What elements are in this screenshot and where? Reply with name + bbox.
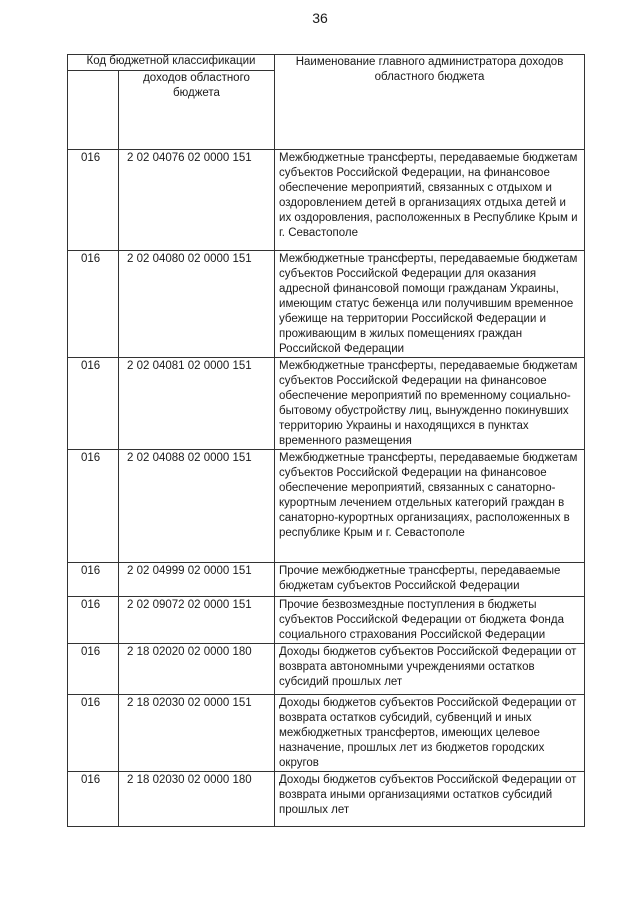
header-administrator-code [68, 71, 119, 150]
administrator-name-cell: Доходы бюджетов субъектов Российской Федерации от возврата остатков субсидий, субвенций и иных межбюджетных трансфертов, имеющих целевое назначение, прошлых лет из бюджетов городских округов [275, 695, 585, 772]
administrator-code-cell: 016 [68, 563, 119, 597]
table-row [68, 563, 585, 597]
administrator-name-cell: Прочие межбюджетные трансферты, передаваемые бюджетам субъектов Российской Федерации [275, 563, 585, 597]
header-administrator-name: Наименование главного администратора доходов областного бюджета [275, 55, 585, 150]
income-code-cell: 2 18 02030 02 0000 180 [119, 772, 275, 827]
administrator-name-cell: Межбюджетные трансферты, передаваемые бюджетам субъектов Российской Федерации, на финансовое обеспечение мероприятий, связанных с отдыхом и оздоровлением детей в организациях отдыха детей и их оздоровления, расположенных в Республике Крым и г. Севастополе [275, 150, 585, 251]
administrator-code-cell: 016 [68, 597, 119, 644]
administrator-name-cell: Доходы бюджетов субъектов Российской Федерации от возврата автономными учреждениями остатков субсидий прошлых лет [275, 644, 585, 695]
income-code-cell: 2 02 09072 02 0000 151 [119, 597, 275, 644]
table-body [68, 150, 585, 827]
table-row [68, 358, 585, 450]
administrator-code-cell: 016 [68, 644, 119, 695]
administrator-code-cell: 016 [68, 772, 119, 827]
administrator-name-cell: Межбюджетные трансферты, передаваемые бюджетам субъектов Российской Федерации для оказания адресной финансовой помощи гражданам Украины, имеющим статус беженца или получившим временное убежище на территории Российской Федерации и проживающим в жилых помещениях граждан Российской Федерации [275, 251, 585, 358]
table-row [68, 772, 585, 827]
table-header-row [68, 55, 585, 71]
administrator-name-cell: Прочие безвозмездные поступления в бюджеты субъектов Российской Федерации от бюджета Фонда социального страхования Российской Федерации [275, 597, 585, 644]
administrator-code-cell: 016 [68, 695, 119, 772]
administrator-name-cell: Доходы бюджетов субъектов Российской Федерации от возврата иными организациями остатков субсидий прошлых лет [275, 772, 585, 827]
administrator-name-cell: Межбюджетные трансферты, передаваемые бюджетам субъектов Российской Федерации на финансовое обеспечение мероприятий, связанных с санаторно-курортным лечением отдельных категорий граждан в санаторно-курортных организациях, расположенных в республике Крым и г. Севастополе [275, 450, 585, 563]
table-row [68, 597, 585, 644]
header-budget-classification-code: Код бюджетной классификации [68, 55, 275, 71]
income-code-cell: 2 02 04999 02 0000 151 [119, 563, 275, 597]
table-row [68, 150, 585, 251]
table-row [68, 695, 585, 772]
income-code-cell: 2 02 04076 02 0000 151 [119, 150, 275, 251]
income-code-cell: 2 02 04088 02 0000 151 [119, 450, 275, 563]
budget-classification-table [67, 54, 585, 827]
table-row [68, 450, 585, 563]
income-code-cell: 2 02 04080 02 0000 151 [119, 251, 275, 358]
table-row [68, 251, 585, 358]
income-code-cell: 2 02 04081 02 0000 151 [119, 358, 275, 450]
administrator-code-cell: 016 [68, 358, 119, 450]
administrator-code-cell: 016 [68, 150, 119, 251]
income-code-cell: 2 18 02030 02 0000 151 [119, 695, 275, 772]
administrator-code-cell: 016 [68, 450, 119, 563]
header-regional-income-code: доходов областного бюджета [119, 71, 275, 150]
administrator-name-cell: Межбюджетные трансферты, передаваемые бюджетам субъектов Российской Федерации на финансовое обеспечение мероприятий по временному социально-бытовому обустройству лиц, вынужденно покинувших территорию Украины и находящихся в пунктах временного размещения [275, 358, 585, 450]
administrator-code-cell: 016 [68, 251, 119, 358]
table-row [68, 644, 585, 695]
income-code-cell: 2 18 02020 02 0000 180 [119, 644, 275, 695]
page-number: 36 [312, 10, 328, 26]
